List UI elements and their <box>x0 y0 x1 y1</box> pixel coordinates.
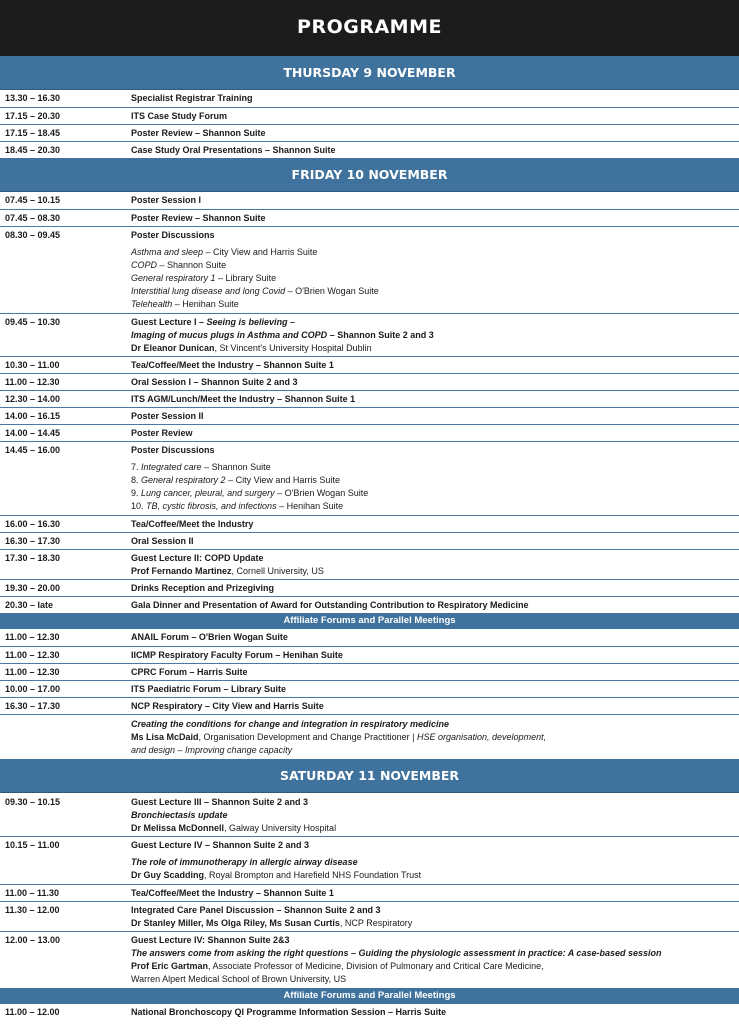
discussion-item: Telehealth – Henihan Suite <box>131 299 239 309</box>
schedule-row <box>0 407 739 424</box>
row-title: ITS Paediatric Forum – Library Suite <box>131 684 287 694</box>
row-title: Guest Lecture I – Seeing is believing – <box>131 317 296 327</box>
speaker-line: Dr Melissa McDonnell, Galway University Hospital <box>131 823 337 833</box>
discussion-item: 7. Integrated care – Shannon Suite <box>131 462 271 472</box>
row-title: Drinks Reception and Prizegiving <box>131 583 275 593</box>
discussion-item: COPD – Shannon Suite <box>131 260 227 270</box>
page-title: PROGRAMME <box>297 16 442 38</box>
row-title: Guest Lecture III – Shannon Suite 2 and 3 <box>131 797 309 807</box>
row-title: Tea/Coffee/Meet the Industry – Shannon Suite 1 <box>131 360 334 370</box>
row-time: 07.45 – 10.15 <box>5 195 61 205</box>
row-time: 07.45 – 08.30 <box>5 213 61 223</box>
row-time: 11.00 – 12.00 <box>5 1007 60 1017</box>
schedule-row <box>0 901 739 931</box>
speaker-line: Prof Fernando Martinez, Cornell University, US <box>131 566 324 576</box>
row-time: 09.30 – 10.15 <box>5 797 61 807</box>
schedule-row <box>0 441 739 515</box>
row-time: 13.30 – 16.30 <box>5 93 61 103</box>
row-time: 11.00 – 12.30 <box>5 377 60 387</box>
row-title: Guest Lecture IV: Shannon Suite 2&3 <box>131 935 290 945</box>
row-title: Poster Session II <box>131 411 204 421</box>
programme-title-bar <box>0 0 739 56</box>
speaker-line: Dr Guy Scadding, Royal Brompton and Harefield NHS Foundation Trust <box>131 870 422 880</box>
day-title: SATURDAY 11 NOVEMBER <box>279 768 460 783</box>
row-title: ANAIL Forum – O'Brien Wogan Suite <box>131 632 288 642</box>
schedule-row <box>0 884 739 901</box>
row-title: Poster Review – Shannon Suite <box>131 128 266 138</box>
row-time: 17.15 – 18.45 <box>5 128 61 138</box>
row-title: Guest Lecture IV – Shannon Suite 2 and 3 <box>131 840 310 850</box>
row-title: IICMP Respiratory Faculty Forum – Henihan Suite <box>131 650 343 660</box>
schedule-row <box>0 192 739 209</box>
row-title: Gala Dinner and Presentation of Award for Outstanding Contribution to Respiratory Medicine <box>131 600 529 610</box>
row-title: Poster Review – Shannon Suite <box>131 213 266 223</box>
schedule-row <box>0 124 739 141</box>
row-title: Poster Discussions <box>131 230 215 240</box>
row-time: 10.30 – 11.00 <box>5 360 60 370</box>
ncp-detail-row <box>0 714 739 759</box>
discussion-item: Asthma and sleep – City View and Harris Suite <box>131 247 318 257</box>
schedule-row <box>0 549 739 579</box>
row-title: NCP Respiratory – City View and Harris Suite <box>131 701 324 711</box>
affiliate-header <box>0 613 739 629</box>
schedule-row <box>0 697 739 714</box>
row-time: 10.15 – 11.00 <box>5 840 60 850</box>
row-title: Tea/Coffee/Meet the Industry – Shannon Suite 1 <box>131 888 334 898</box>
row-title: Poster Discussions <box>131 445 215 455</box>
schedule-row <box>0 515 739 532</box>
discussion-item: Interstitial lung disease and long Covid – O'Brien Wogan Suite <box>131 286 379 296</box>
schedule-row <box>0 793 739 836</box>
schedule-row <box>0 579 739 596</box>
row-title: Oral Session I – Shannon Suite 2 and 3 <box>131 377 298 387</box>
speaker-line: Prof Eric Gartman, Associate Professor of Medicine, Division of Pulmonary and Critical Care Medicine, <box>131 961 544 971</box>
talk-title: Bronchiectasis update <box>131 810 228 820</box>
schedule-row <box>0 390 739 407</box>
schedule-row <box>0 931 739 988</box>
speaker-line-cont: and design – Improving change capacity <box>131 745 293 755</box>
talk-title: The role of immunotherapy in allergic airway disease <box>131 857 358 867</box>
row-time: 11.30 – 12.00 <box>5 905 60 915</box>
schedule-row <box>0 107 739 124</box>
schedule-row <box>0 141 739 158</box>
schedule-row <box>0 532 739 549</box>
row-time: 19.30 – 20.00 <box>5 583 61 593</box>
discussion-item: 8. General respiratory 2 – City View and Harris Suite <box>131 475 340 485</box>
row-time: 16.30 – 17.30 <box>5 701 61 711</box>
schedule-row <box>0 209 739 226</box>
discussion-item: 10. TB, cystic fibrosis, and infections – Henihan Suite <box>131 501 344 511</box>
schedule-row <box>0 424 739 441</box>
row-time: 18.45 – 20.30 <box>5 145 61 155</box>
schedule-row <box>0 596 739 613</box>
row-time: 14.00 – 16.15 <box>5 411 61 421</box>
row-time: 08.30 – 09.45 <box>5 230 61 240</box>
row-time: 10.00 – 17.00 <box>5 684 61 694</box>
schedule-row <box>0 226 739 313</box>
affiliate-header <box>0 988 739 1004</box>
row-time: 14.45 – 16.00 <box>5 445 61 455</box>
speaker-line-cont: Warren Alpert Medical School of Brown University, US <box>131 974 347 984</box>
talk-title: The answers come from asking the right questions – Guiding the physiologic assessment in practice: A case-based session <box>131 948 662 958</box>
row-time: 11.00 – 12.30 <box>5 650 60 660</box>
schedule-row <box>0 663 739 680</box>
affiliate-title: Affiliate Forums and Parallel Meetings <box>283 615 456 626</box>
row-time: 17.15 – 20.30 <box>5 111 61 121</box>
discussion-item: General respiratory 1 – Library Suite <box>131 273 277 283</box>
discussion-item: 9. Lung cancer, pleural, and surgery – O'Brien Wogan Suite <box>131 488 369 498</box>
row-time: 11.00 – 12.30 <box>5 632 60 642</box>
day-title: THURSDAY 9 NOVEMBER <box>283 65 456 80</box>
day-title: FRIDAY 10 NOVEMBER <box>291 167 448 182</box>
row-title: Integrated Care Panel Discussion – Shannon Suite 2 and 3 <box>131 905 381 915</box>
row-time: 11.00 – 11.30 <box>5 888 60 898</box>
schedule-row <box>0 629 739 646</box>
row-title: Tea/Coffee/Meet the Industry <box>131 519 254 529</box>
row-title: ITS Case Study Forum <box>131 111 228 121</box>
row-title: Specialist Registrar Training <box>131 93 253 103</box>
row-time: 16.00 – 16.30 <box>5 519 61 529</box>
row-time: 16.30 – 17.30 <box>5 536 61 546</box>
row-time: 20.30 – late <box>5 600 54 610</box>
row-title: Oral Session II <box>131 536 194 546</box>
schedule-row <box>0 1004 739 1024</box>
row-time: 11.00 – 12.30 <box>5 667 60 677</box>
day-header-saturday <box>0 759 739 793</box>
row-title: ITS AGM/Lunch/Meet the Industry – Shannon Suite 1 <box>131 394 356 404</box>
day-header-friday <box>0 158 739 192</box>
speaker-line: Dr Eleanor Dunican, St Vincent's University Hospital Dublin <box>131 343 372 353</box>
affiliate-title: Affiliate Forums and Parallel Meetings <box>283 990 456 1001</box>
schedule-row <box>0 373 739 390</box>
lecture-title: Imaging of mucus plugs in Asthma and COPD – Shannon Suite 2 and 3 <box>131 330 434 340</box>
schedule-row <box>0 680 739 697</box>
schedule-row <box>0 313 739 356</box>
row-time: 17.30 – 18.30 <box>5 553 61 563</box>
schedule-row <box>0 836 739 884</box>
row-title: Poster Review <box>131 428 193 438</box>
schedule-row <box>0 356 739 373</box>
talk-title: Creating the conditions for change and integration in respiratory medicine <box>131 719 450 729</box>
row-time: 12.00 – 13.00 <box>5 935 61 945</box>
row-title: Poster Session I <box>131 195 202 205</box>
row-time: 09.45 – 10.30 <box>5 317 61 327</box>
speaker-line: Ms Lisa McDaid, Organisation Development and Change Practitioner | HSE organisation, development, <box>131 732 547 742</box>
row-time: 12.30 – 14.00 <box>5 394 61 404</box>
schedule-row <box>0 90 739 107</box>
row-title: Case Study Oral Presentations – Shannon Suite <box>131 145 336 155</box>
row-title: National Bronchoscopy QI Programme Information Session – Harris Suite <box>131 1007 447 1017</box>
row-title: Guest Lecture II: COPD Update <box>131 553 264 563</box>
day-header-thursday <box>0 56 739 90</box>
schedule-row <box>0 646 739 663</box>
row-title: CPRC Forum – Harris Suite <box>131 667 248 677</box>
row-time: 14.00 – 14.45 <box>5 428 61 438</box>
speaker-line: Dr Stanley Miller, Ms Olga Riley, Ms Susan Curtis, NCP Respiratory <box>131 918 413 928</box>
